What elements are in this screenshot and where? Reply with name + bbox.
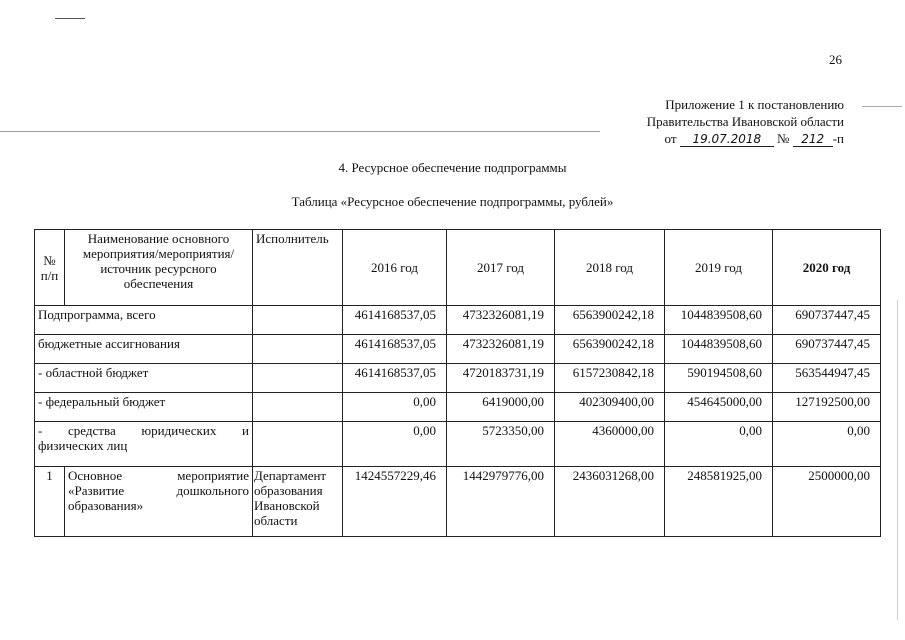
row-value-2019: 590194508,60 <box>665 364 773 393</box>
row-value-2018: 6563900242,18 <box>555 335 665 364</box>
row-name: бюджетные ассигнования <box>35 335 253 364</box>
table-row <box>35 335 881 364</box>
appendix-suffix: -п <box>832 131 844 146</box>
page-number: 26 <box>829 52 842 67</box>
row-value-2020: 127192500,00 <box>773 393 881 422</box>
scan-artifact-top <box>55 18 85 19</box>
section-title: 4. Ресурсное обеспечение подпрограммы <box>338 160 567 175</box>
row-value-2017: 4720183731,19 <box>447 364 555 393</box>
row-executor: Департамент образования Ивановской области <box>253 467 343 537</box>
row-value-2016: 0,00 <box>343 422 447 467</box>
header-2017: 2017 год <box>447 230 555 306</box>
header-name: Наименование основного мероприятия/мероприятия/ источник ресурсного обеспечения <box>65 230 253 306</box>
header-2019: 2019 год <box>665 230 773 306</box>
row-value-2020: 563544947,45 <box>773 364 881 393</box>
header-2016: 2016 год <box>343 230 447 306</box>
table-row <box>35 364 881 393</box>
scan-artifact-right <box>862 106 902 107</box>
row-value-2019: 0,00 <box>665 422 773 467</box>
row-name: - федеральный бюджет <box>35 393 253 422</box>
row-value-2019: 454645000,00 <box>665 393 773 422</box>
row-value-2017: 5723350,00 <box>447 422 555 467</box>
row-executor <box>253 393 343 422</box>
table-caption: Таблица «Ресурсное обеспечение подпрограммы, рублей» <box>291 194 614 209</box>
row-name: - областной бюджет <box>35 364 253 393</box>
row-executor <box>253 335 343 364</box>
row-value-2018: 4360000,00 <box>555 422 665 467</box>
row-value-2016: 1424557229,46 <box>343 467 447 537</box>
table-row <box>35 467 881 537</box>
table-header-row <box>35 230 881 306</box>
row-value-2016: 0,00 <box>343 393 447 422</box>
row-executor <box>253 364 343 393</box>
row-value-2018: 402309400,00 <box>555 393 665 422</box>
appendix-line-3 <box>647 130 844 147</box>
row-name-line-2: физических лиц <box>38 438 128 453</box>
header-2018: 2018 год <box>555 230 665 306</box>
row-value-2017: 4732326081,19 <box>447 306 555 335</box>
row-name-line-2: «Развитие дошкольного <box>68 483 249 498</box>
row-value-2020: 2500000,00 <box>773 467 881 537</box>
appendix-block <box>647 96 844 147</box>
header-2020: 2020 год <box>773 230 881 306</box>
row-value-2018: 2436031268,00 <box>555 467 665 537</box>
header-executor: Исполнитель <box>253 230 343 306</box>
row-name-line-1: - средства юридических и <box>38 423 249 438</box>
row-name <box>65 467 253 537</box>
handwritten-date: 19.07.2018 <box>680 132 774 147</box>
appendix-line-2: Правительства Ивановской области <box>646 114 844 129</box>
appendix-number-label: № <box>777 131 790 146</box>
row-value-2019: 1044839508,60 <box>665 306 773 335</box>
resource-table <box>34 229 881 537</box>
row-value-2020: 690737447,45 <box>773 306 881 335</box>
row-name <box>35 422 253 467</box>
scan-artifact-edge <box>897 300 898 620</box>
appendix-line-1: Приложение 1 к постановлению <box>665 97 844 112</box>
row-name: Подпрограмма, всего <box>35 306 253 335</box>
row-value-2020: 0,00 <box>773 422 881 467</box>
row-value-2019: 248581925,00 <box>665 467 773 537</box>
row-name-line-3: образования» <box>68 498 144 513</box>
table-row <box>35 393 881 422</box>
handwritten-number: 212 <box>793 132 833 147</box>
table-row <box>35 422 881 467</box>
appendix-from-label: от <box>664 131 677 146</box>
row-executor <box>253 306 343 335</box>
row-value-2016: 4614168537,05 <box>343 335 447 364</box>
row-name-line-1: Основное мероприятие <box>68 468 249 483</box>
row-value-2018: 6563900242,18 <box>555 306 665 335</box>
row-value-2017: 1442979776,00 <box>447 467 555 537</box>
row-value-2016: 4614168537,05 <box>343 306 447 335</box>
row-value-2018: 6157230842,18 <box>555 364 665 393</box>
row-value-2016: 4614168537,05 <box>343 364 447 393</box>
header-num: № п/п <box>35 230 65 306</box>
row-value-2019: 1044839508,60 <box>665 335 773 364</box>
scan-artifact-left <box>0 131 600 132</box>
table-row <box>35 306 881 335</box>
row-num: 1 <box>35 467 65 537</box>
row-value-2017: 4732326081,19 <box>447 335 555 364</box>
row-executor <box>253 422 343 467</box>
row-value-2020: 690737447,45 <box>773 335 881 364</box>
row-value-2017: 6419000,00 <box>447 393 555 422</box>
